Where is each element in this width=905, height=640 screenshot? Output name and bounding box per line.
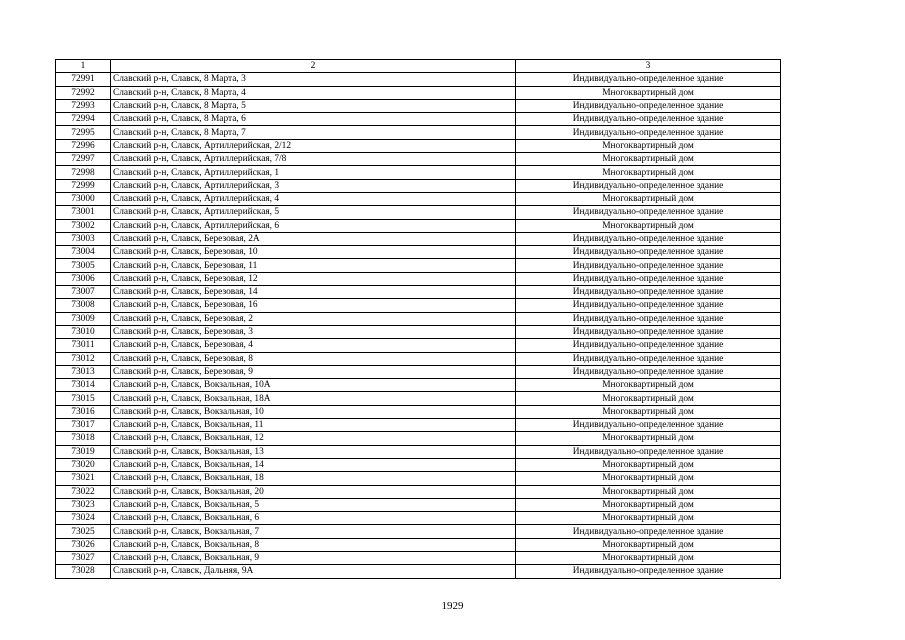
address-cell: Славский р-н, Славск, 8 Марта, 4 [111,86,516,99]
record-number-cell: 73021 [56,472,111,485]
address-cell: Славский р-н, Славск, Вокзальная, 6 [111,512,516,525]
table-row [56,99,781,112]
table-row [56,286,781,299]
table-row [56,512,781,525]
record-number-cell: 73013 [56,365,111,378]
address-cell: Славский р-н, Славск, Вокзальная, 7 [111,525,516,538]
record-number-cell: 73018 [56,432,111,445]
record-number-cell: 73015 [56,392,111,405]
page-number: 1929 [441,600,464,612]
address-cell: Славский р-н, Славск, Артиллерийская, 1 [111,166,516,179]
object-type-cell: Индивидуально-определенное здание [516,286,781,299]
address-cell: Славский р-н, Славск, Артиллерийская, 2/12 [111,139,516,152]
object-type-cell: Многоквартирный дом [516,86,781,99]
record-number-cell: 72994 [56,113,111,126]
object-type-cell: Многоквартирный дом [516,512,781,525]
object-type-cell: Индивидуально-определенное здание [516,445,781,458]
table-row [56,525,781,538]
address-cell: Славский р-н, Славск, Березовая, 11 [111,259,516,272]
address-cell: Славский р-н, Славск, Артиллерийская, 4 [111,192,516,205]
address-cell: Славский р-н, Славск, 8 Марта, 5 [111,99,516,112]
table-row [56,365,781,378]
record-number-cell: 73016 [56,405,111,418]
address-cell: Славский р-н, Славск, Березовая, 8 [111,352,516,365]
table-row [56,392,781,405]
address-cell: Славский р-н, Славск, Вокзальная, 9 [111,551,516,564]
column-1-header: 1 [56,60,111,73]
table-row [56,339,781,352]
record-number-cell: 73027 [56,551,111,564]
record-number-cell: 73001 [56,206,111,219]
table-row [56,458,781,471]
table-row [56,246,781,259]
address-cell: Славский р-н, Славск, Березовая, 9 [111,365,516,378]
object-type-cell: Многоквартирный дом [516,551,781,564]
table-row [56,565,781,578]
table-row [56,179,781,192]
object-type-cell: Многоквартирный дом [516,432,781,445]
object-type-cell: Индивидуально-определенное здание [516,73,781,86]
address-cell: Славский р-н, Славск, Березовая, 14 [111,286,516,299]
table-row [56,73,781,86]
record-number-cell: 73025 [56,525,111,538]
record-number-cell: 72996 [56,139,111,152]
address-cell: Славский р-н, Славск, Березовая, 16 [111,299,516,312]
table-row [56,86,781,99]
record-number-cell: 72999 [56,179,111,192]
address-cell: Славский р-н, Славск, Вокзальная, 8 [111,538,516,551]
address-cell: Славский р-н, Славск, Березовая, 3 [111,325,516,338]
record-number-cell: 73007 [56,286,111,299]
table-row [56,551,781,564]
object-type-cell: Индивидуально-определенное здание [516,246,781,259]
address-cell: Славский р-н, Славск, Вокзальная, 11 [111,419,516,432]
record-number-cell: 73024 [56,512,111,525]
object-type-cell: Индивидуально-определенное здание [516,99,781,112]
record-number-cell: 73009 [56,312,111,325]
table-row [56,219,781,232]
object-type-cell: Многоквартирный дом [516,485,781,498]
table-row [56,232,781,245]
object-type-cell: Индивидуально-определенное здание [516,325,781,338]
record-number-cell: 73008 [56,299,111,312]
object-type-cell: Индивидуально-определенное здание [516,352,781,365]
table-row [56,325,781,338]
table-row [56,153,781,166]
object-type-cell: Индивидуально-определенное здание [516,126,781,139]
address-cell: Славский р-н, Славск, Березовая, 2 [111,312,516,325]
object-type-cell: Многоквартирный дом [516,405,781,418]
table-row [56,432,781,445]
record-number-cell: 73011 [56,339,111,352]
table-header-row [56,60,781,73]
record-number-cell: 73012 [56,352,111,365]
object-type-cell: Индивидуально-определенное здание [516,365,781,378]
table-row [56,472,781,485]
column-2-header: 2 [111,60,516,73]
column-3-header: 3 [516,60,781,73]
address-cell: Славский р-н, Славск, 8 Марта, 7 [111,126,516,139]
registry-table-body [56,60,781,579]
table-row [56,299,781,312]
table-row [56,352,781,365]
record-number-cell: 73017 [56,419,111,432]
address-cell: Славский р-н, Славск, Березовая, 2А [111,232,516,245]
record-number-cell: 73005 [56,259,111,272]
record-number-cell: 72998 [56,166,111,179]
address-cell: Славский р-н, Славск, Вокзальная, 18 [111,472,516,485]
record-number-cell: 72991 [56,73,111,86]
object-type-cell: Многоквартирный дом [516,153,781,166]
object-type-cell: Индивидуально-определенное здание [516,565,781,578]
table-row [56,192,781,205]
object-type-cell: Многоквартирный дом [516,192,781,205]
address-cell: Славский р-н, Славск, Березовая, 4 [111,339,516,352]
record-number-cell: 73006 [56,272,111,285]
object-type-cell: Индивидуально-определенное здание [516,312,781,325]
table-row [56,419,781,432]
address-cell: Славский р-н, Славск, Артиллерийская, 7/8 [111,153,516,166]
object-type-cell: Индивидуально-определенное здание [516,113,781,126]
record-number-cell: 73002 [56,219,111,232]
address-cell: Славский р-н, Славск, Вокзальная, 12 [111,432,516,445]
record-number-cell: 72992 [56,86,111,99]
address-cell: Славский р-н, Славск, 8 Марта, 3 [111,73,516,86]
object-type-cell: Многоквартирный дом [516,219,781,232]
object-type-cell: Многоквартирный дом [516,538,781,551]
record-number-cell: 72995 [56,126,111,139]
table-row [56,126,781,139]
object-type-cell: Многоквартирный дом [516,392,781,405]
table-row [56,259,781,272]
record-number-cell: 73023 [56,498,111,511]
object-type-cell: Индивидуально-определенное здание [516,259,781,272]
record-number-cell: 73003 [56,232,111,245]
record-number-cell: 73028 [56,565,111,578]
table-row [56,538,781,551]
table-row [56,166,781,179]
address-cell: Славский р-н, Славск, 8 Марта, 6 [111,113,516,126]
address-cell: Славский р-н, Славск, Артиллерийская, 6 [111,219,516,232]
table-row [56,272,781,285]
address-cell: Славский р-н, Славск, Вокзальная, 14 [111,458,516,471]
record-number-cell: 73004 [56,246,111,259]
record-number-cell: 73019 [56,445,111,458]
table-row [56,379,781,392]
record-number-cell: 73022 [56,485,111,498]
record-number-cell: 72993 [56,99,111,112]
table-row [56,445,781,458]
registry-table [55,59,781,579]
object-type-cell: Индивидуально-определенное здание [516,206,781,219]
object-type-cell: Многоквартирный дом [516,379,781,392]
object-type-cell: Многоквартирный дом [516,166,781,179]
address-cell: Славский р-н, Славск, Дальняя, 9А [111,565,516,578]
address-cell: Славский р-н, Славск, Вокзальная, 18А [111,392,516,405]
table-row [56,485,781,498]
object-type-cell: Многоквартирный дом [516,472,781,485]
record-number-cell: 73020 [56,458,111,471]
record-number-cell: 73026 [56,538,111,551]
address-cell: Славский р-н, Славск, Вокзальная, 10А [111,379,516,392]
object-type-cell: Индивидуально-определенное здание [516,272,781,285]
record-number-cell: 72997 [56,153,111,166]
object-type-cell: Многоквартирный дом [516,498,781,511]
address-cell: Славский р-н, Славск, Артиллерийская, 3 [111,179,516,192]
object-type-cell: Индивидуально-определенное здание [516,179,781,192]
table-row [56,498,781,511]
table-row [56,113,781,126]
address-cell: Славский р-н, Славск, Березовая, 12 [111,272,516,285]
address-cell: Славский р-н, Славск, Березовая, 10 [111,246,516,259]
record-number-cell: 73014 [56,379,111,392]
object-type-cell: Индивидуально-определенное здание [516,299,781,312]
address-cell: Славский р-н, Славск, Вокзальная, 10 [111,405,516,418]
address-cell: Славский р-н, Славск, Вокзальная, 20 [111,485,516,498]
address-cell: Славский р-н, Славск, Вокзальная, 13 [111,445,516,458]
table-row [56,312,781,325]
table-row [56,206,781,219]
object-type-cell: Индивидуально-определенное здание [516,339,781,352]
address-cell: Славский р-н, Славск, Артиллерийская, 5 [111,206,516,219]
address-cell: Славский р-н, Славск, Вокзальная, 5 [111,498,516,511]
record-number-cell: 73010 [56,325,111,338]
object-type-cell: Многоквартирный дом [516,139,781,152]
object-type-cell: Многоквартирный дом [516,458,781,471]
object-type-cell: Индивидуально-определенное здание [516,525,781,538]
table-row [56,139,781,152]
table-row [56,405,781,418]
object-type-cell: Индивидуально-определенное здание [516,232,781,245]
object-type-cell: Индивидуально-определенное здание [516,419,781,432]
record-number-cell: 73000 [56,192,111,205]
